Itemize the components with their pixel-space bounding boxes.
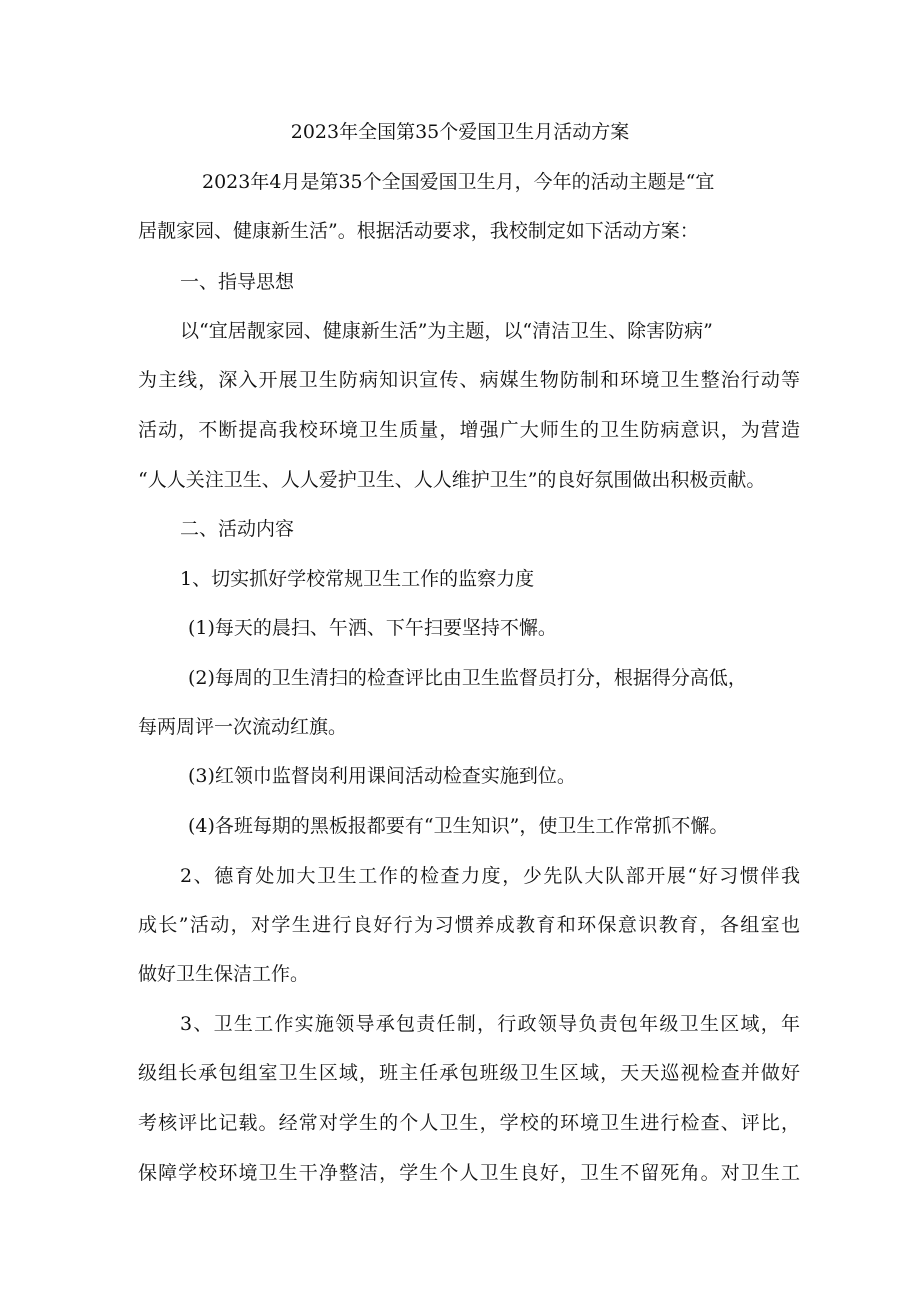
- list-item: (1)每天的晨扫、午洒、下午扫要坚持不懈。: [188, 617, 557, 639]
- paragraph-line: 2023年4月是第35个全国爱国卫生月，今年的活动主题是“宜: [202, 171, 715, 193]
- paragraph-line: 为主线，深入开展卫生防病知识宣传、病媒生物防制和环境卫生整治行动等: [138, 369, 800, 391]
- section-heading: 一、指导思想: [180, 271, 295, 293]
- document-title: 2023年全国第35个爱国卫生月活动方案: [290, 121, 630, 143]
- paragraph-line: 2、德育处加大卫生工作的检查力度，少先队大队部开展“好习惯伴我: [180, 865, 800, 887]
- subsection-heading: 1、切实抓好学校常规卫生工作的监察力度: [180, 568, 535, 590]
- paragraph-line: 成长”活动，对学生进行良好行为习惯养成教育和环保意识教育，各组室也: [138, 914, 800, 936]
- paragraph-line: 活动，不断提高我校环境卫生质量，增强广大师生的卫生防病意识，为营造: [138, 419, 800, 441]
- list-item: (4)各班每期的黑板报都要有“卫生知识”，使卫生工作常抓不懈。: [188, 815, 729, 837]
- list-item: (3)红领巾监督岗利用课间活动检查实施到位。: [188, 765, 576, 787]
- paragraph-line: 考核评比记载。经常对学生的个人卫生，学校的环境卫生进行检查、评比，: [138, 1112, 800, 1134]
- paragraph-line: 保障学校环境卫生干净整洁，学生个人卫生良好，卫生不留死角。对卫生工: [138, 1162, 800, 1184]
- paragraph-line: 做好卫生保洁工作。: [138, 963, 310, 985]
- list-item-continued: 每两周评一次流动红旗。: [138, 716, 348, 738]
- list-item: (2)每周的卫生清扫的检查评比由卫生监督员打分，根据得分高低，: [188, 667, 747, 689]
- paragraph-line: 级组长承包组室卫生区域，班主任承包班级卫生区域，天天巡视检查并做好: [138, 1062, 800, 1084]
- paragraph-line: “人人关注卫生、人人爱护卫生、人人维护卫生”的良好氛围做出积极贡献。: [138, 469, 766, 491]
- paragraph-line: 3、卫生工作实施领导承包责任制，行政领导负责包年级卫生区域，年: [180, 1013, 800, 1035]
- paragraph-line: 以“宜居靓家园、健康新生活”为主题，以“清洁卫生、除害防病”: [180, 320, 713, 342]
- paragraph-line: 居靓家园、健康新生活”。根据活动要求，我校制定如下活动方案：: [138, 220, 699, 242]
- section-heading: 二、活动内容: [180, 518, 295, 540]
